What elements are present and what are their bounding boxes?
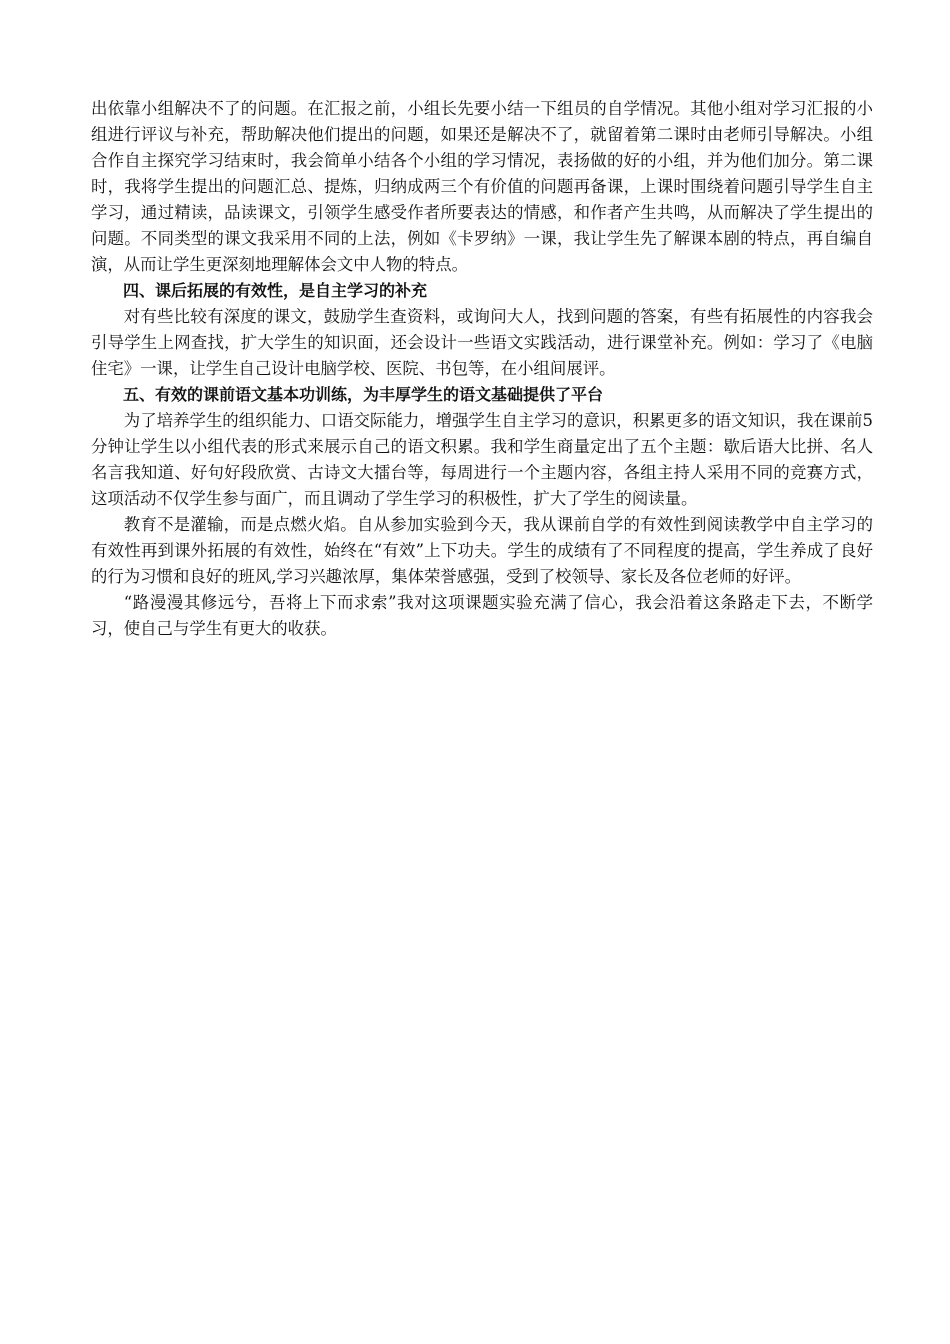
paragraph-extension: 对有些比较有深度的课文，鼓励学生查资料，或询问大人，找到问题的答案，有些有拓展性的内容我会引导学生上网查找，扩大学生的知识面，还会设计一些语文实践活动，进行课堂补充。例如：学习了《电脑住宅》一课，让学生自己设计电脑学校、医院、书包等，在小组间展评。 [91,307,873,378]
paragraph-education: 教育不是灌输，而是点燃火焰。自从参加实验到今天，我从课前自学的有效性到阅读教学中自主学习的有效性再到课外拓展的有效性，始终在“有效”上下功夫。学生的成绩有了不同程度的提高，学生养成了良好的行为习惯和良好的班风,学习兴趣浓厚，集体荣誉感强，受到了校领导、家长及各位老师的好评。 [91,515,873,586]
paragraph-continued: 出依靠小组解决不了的问题。在汇报之前，小组长先要小结一下组员的自学情况。其他小组对学习汇报的小组进行评议与补充，帮助解决他们提出的问题，如果还是解决不了，就留着第二课时由老师引导解决。小组合作自主探究学习结束时，我会简单小结各个小组的学习情况，表扬做的好的小组，并为他们加分。第二课时，我将学生提出的问题汇总、提炼，归纳成两三个有价值的问题再备课，上课时围绕着问题引导学生自主学习，通过精读，品读课文，引领学生感受作者所要表达的情感，和作者产生共鸣，从而解决了学生提出的问题。不同类型的课文我采用不同的上法，例如《卡罗纳》一课，我让学生先了解课本剧的特点，再自编自演，从而让学生更深刻地理解体会文中人物的特点。 [91,99,873,274]
section-heading-5: 五、有效的课前语文基本功训练，为丰厚学生的语文基础提供了平台 [123,385,604,404]
paragraph-training: 为了培养学生的组织能力、口语交际能力，增强学生自主学习的意识，积累更多的语文知识，我在课前5分钟让学生以小组代表的形式来展示自己的语文积累。我和学生商量定出了五个主题：歇后语大比拼、名人名言我知道、好句好段欣赏、古诗文大擂台等，每周进行一个主题内容，各组主持人采用不同的竞赛方式，这项活动不仅学生参与面广，而且调动了学生学习的积极性，扩大了学生的阅读量。 [91,411,873,508]
paragraph-closing: “路漫漫其修远兮，吾将上下而求索”我对这项课题实验充满了信心，我会沿着这条路走下去，不断学习，使自己与学生有更大的收获。 [91,593,873,638]
document-page [91,96,873,642]
section-heading-4: 四、课后拓展的有效性，是自主学习的补充 [123,281,428,300]
